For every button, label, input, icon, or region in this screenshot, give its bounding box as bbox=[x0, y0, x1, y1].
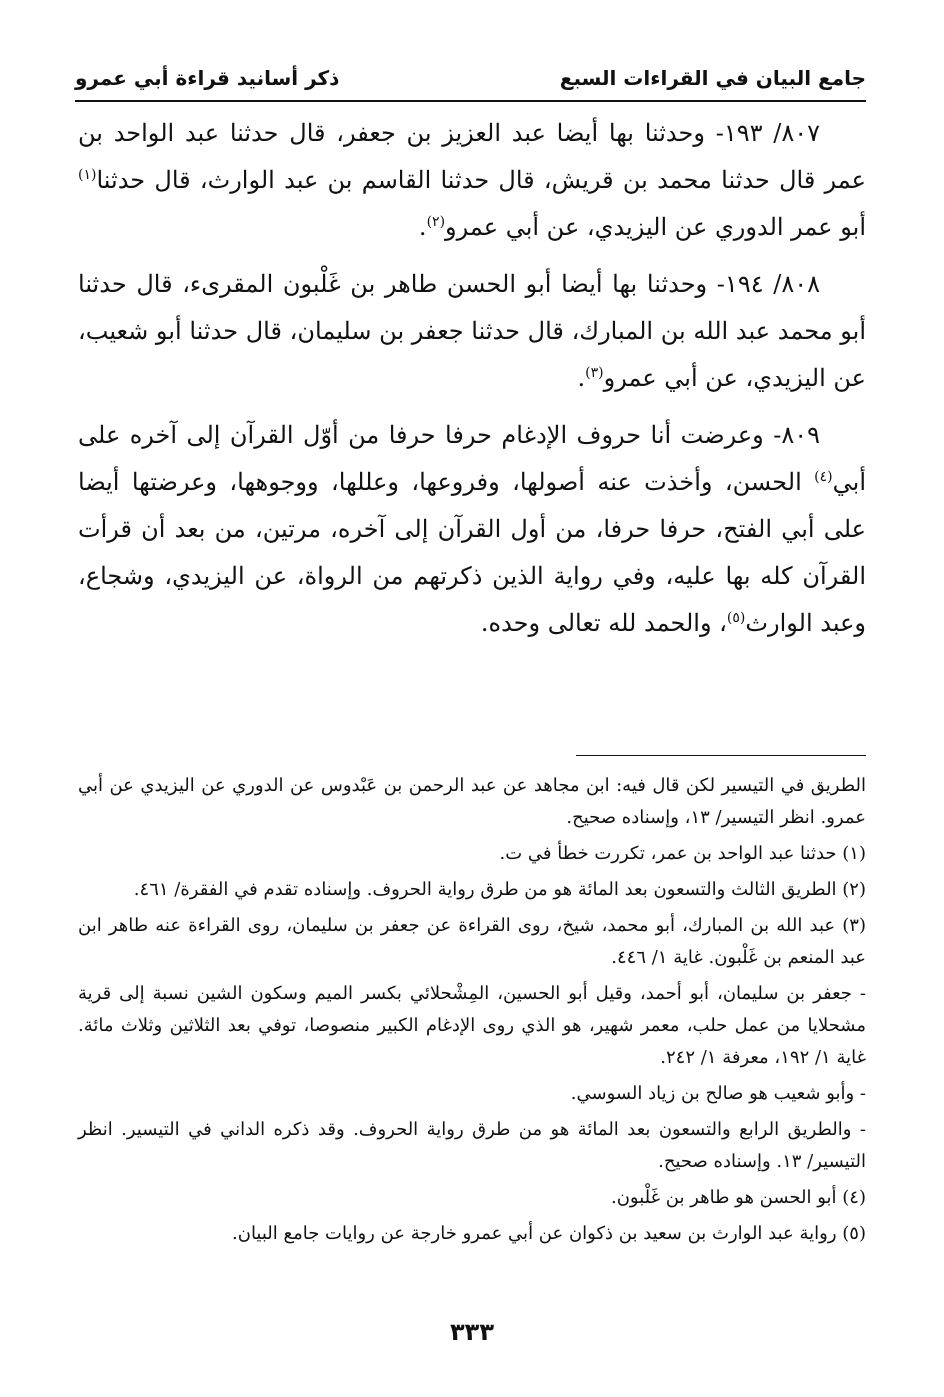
footnote-marker: (٣) bbox=[585, 365, 604, 381]
footnote-item: (١) حدثنا عبد الواحد بن عمر، تكررت خطأ في ت. bbox=[499, 843, 866, 864]
footnote-item: - جعفر بن سليمان، أبو أحمد، وقيل أبو الحسين، المِشْحلائي بكسر الميم وسكون الشين نسبة إلى قرية مشحلايا من عمل حلب، معمر شهير، هو الذي روى الإدغام الكبير منصوصا، توفي بعد الثلاثين وثلاث مائة. غاية ١/ ١٩٢، معرفة ١/ ٢٤٢. bbox=[78, 983, 866, 1068]
paragraph-text: ٨٠٩- وعرضت أنا حروف الإدغام حرفا حرفا من أوّل القرآن إلى آخره على أبي bbox=[78, 421, 866, 496]
main-text bbox=[78, 110, 866, 657]
footnote-item: (٢) الطريق الثالث والتسعون بعد المائة هو من طرق رواية الحروف. وإسناده تقدم في الفقرة/ ٤٦١. bbox=[133, 879, 866, 900]
header-right-title: جامع البيان في القراءات السبع bbox=[559, 66, 866, 90]
footnote-item: - والطريق الرابع والتسعون بعد المائة هو من طرق رواية الحروف. وقد ذكره الداني في التيسير. انظر التيسير/ ١٣. وإسناده صحيح. bbox=[78, 1119, 866, 1172]
paragraph-807 bbox=[78, 110, 866, 251]
footnote-marker: (٥) bbox=[726, 610, 746, 626]
page-number: ٣٣٣ bbox=[450, 1318, 494, 1346]
header-rule bbox=[75, 100, 866, 102]
footnote-marker: (٢) bbox=[426, 214, 446, 230]
paragraph-text: الحسن، وأخذت عنه أصولها، وفروعها، وعللها، ووجوهها، وعرضتها أيضا على أبي الفتح، حرفا حرفا، من أول القرآن إلى آخره، مرتين، من بعد أن قرأت القرآن كله بها عليه، وفي رواية الذين ذكرتهم من الرواة، عن اليزيدي، وشجاع، وعبد الوارث bbox=[78, 468, 866, 637]
paragraph-text: ، والحمد لله تعالى وحده. bbox=[480, 609, 727, 637]
footnote-item: - وأبو شعيب هو صالح بن زياد السوسي. bbox=[570, 1083, 866, 1104]
footnote-item: الطريق في التيسير لكن قال فيه: ابن مجاهد عن عبد الرحمن بن عَبْدوس عن الدوري عن اليزيدي عن أبي عمرو. انظر التيسير/ ١٣، وإسناده صحيح. bbox=[78, 775, 866, 828]
footnote-item: (٤) أبو الحسن هو طاهر بن غَلْبون. bbox=[610, 1187, 866, 1208]
paragraph-text: ٨٠٧/ ١٩٣- وحدثنا بها أيضا عبد العزيز بن جعفر، قال حدثنا عبد الواحد بن عمر قال حدثنا محمد بن قريش، قال حدثنا القاسم بن عبد الوارث، قال حدثنا bbox=[78, 119, 866, 194]
paragraph-808 bbox=[78, 261, 866, 402]
footnote-item: (٣) عبد الله بن المبارك، أبو محمد، شيخ، روى القراءة عن جعفر بن سليمان، روى القراءة عنه طاهر ابن عبد المنعم بن غَلْبون. غاية ١/ ٤٤٦. bbox=[78, 915, 866, 968]
paragraph-text: . bbox=[418, 213, 427, 241]
paragraph-text: . bbox=[577, 364, 586, 392]
header-left-title: ذكر أسانيد قراءة أبي عمرو bbox=[75, 66, 340, 90]
paragraph-809 bbox=[78, 412, 866, 647]
footnote-marker: (١) bbox=[78, 167, 97, 183]
footnote-item: (٥) رواية عبد الوارث بن سعيد بن ذكوان عن أبي عمرو خارجة عن روايات جامع البيان. bbox=[232, 1223, 866, 1244]
footnote-separator bbox=[576, 755, 866, 756]
running-header bbox=[75, 60, 866, 96]
footnotes bbox=[78, 770, 866, 1254]
footnote-marker: (٤) bbox=[814, 469, 833, 485]
paragraph-text: ٨٠٨/ ١٩٤- وحدثنا بها أيضا أبو الحسن طاهر بن غَلْبون المقرىء، قال حدثنا أبو محمد عبد الله بن المبارك، قال حدثنا جعفر بن سليمان، قال حدثنا أبو شعيب، عن اليزيدي، عن أبي عمرو bbox=[78, 270, 866, 392]
paragraph-text: أبو عمر الدوري عن اليزيدي، عن أبي عمرو bbox=[445, 213, 866, 241]
